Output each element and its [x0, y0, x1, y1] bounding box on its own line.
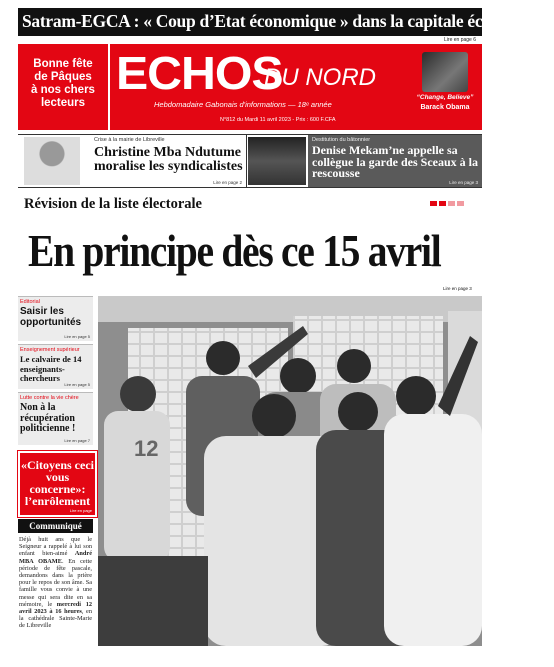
sidebar-title: Le calvaire de 14 enseignants-chercheurs	[20, 354, 82, 383]
obama-box	[414, 48, 476, 124]
sidebar-title: Saisir les opportunités	[20, 306, 82, 328]
headline-lire: Lire en page 3	[443, 286, 472, 291]
sidebar-lire: Lire en page 5	[64, 334, 90, 339]
main-photo	[98, 296, 482, 646]
sidebar-vie-chere[interactable]	[18, 392, 93, 445]
obama-quote: “Change, Believe”	[416, 94, 474, 101]
teaser-batonnier[interactable]	[248, 135, 482, 187]
sidebar-title: Non à la récupération politicienne !	[20, 402, 76, 434]
teaser-kicker: Destitution du bâtonnier	[312, 137, 371, 143]
logo-echos: ECHOS	[116, 47, 283, 99]
teaser-photo	[248, 137, 306, 185]
communique	[18, 519, 93, 647]
issue-info: N°812 du Mardi 11 avril 2023 - Prix : 600 F.CFA	[220, 117, 336, 123]
sidebar-kicker: Editorial	[20, 299, 40, 305]
teaser-mairie[interactable]	[18, 135, 247, 187]
easter-line: lecteurs	[40, 97, 86, 109]
sidebar-editorial[interactable]	[18, 296, 93, 341]
sidebar-lire: Lire en page 5	[64, 382, 90, 387]
main-headline[interactable]: En principe dès ce 15 avril	[28, 225, 441, 276]
decor-dots	[430, 193, 466, 211]
sidebar-enseignement[interactable]	[18, 344, 93, 389]
easter-line: de Pâques	[34, 71, 92, 83]
banner-headline: Satram-EGCA : « Coup d’Etat économique » dans la capitale économique	[22, 11, 554, 31]
communique-text: Déjà huit ans que le Seigneur a rappelé à lui son enfant bien-aimé André MBA OBAME. En cette période de fête pascale, demandons dans la prière pour le repos de son âme. Sa famille vous convie à une messe qui sera dite en sa mémoire, le mercredi 12 avril 2023 à 16 heures, en la cathédrale Sainte-Marie de Libreville	[19, 536, 93, 630]
teaser-lire: Lire en page 3	[449, 180, 478, 185]
teaser-photo	[24, 137, 80, 185]
callout-title: «Citoyens ceci vous concerne»: l’enrôlement	[21, 458, 94, 508]
teaser-kicker: Crise à la mairie de Libreville	[94, 137, 165, 143]
obama-photo	[422, 52, 468, 92]
callout-enrolement[interactable]	[18, 451, 97, 517]
teaser-title: Denise Mekam’ne appelle sa collègue la garde des Sceaux à la rescousse	[312, 143, 478, 180]
sidebar-kicker: Enseignement supérieur	[20, 347, 80, 353]
top-banner[interactable]	[18, 8, 554, 43]
banner-lire: Lire en page 6	[444, 37, 476, 43]
photo-illustration	[98, 296, 482, 646]
sidebar-lire: Lire en page 7	[64, 438, 90, 443]
easter-greeting	[18, 44, 110, 130]
logo-du-nord: DU NORD	[264, 64, 376, 91]
easter-line: Bonne fête	[33, 58, 93, 70]
shirt-number: 12	[134, 436, 159, 461]
easter-line: à nos chers	[31, 84, 95, 96]
sidebar-kicker: Lutte contre la vie chère	[20, 395, 79, 401]
callout-lire: Lire en page	[69, 508, 92, 513]
communique-heading: Communiqué	[18, 519, 93, 533]
teaser-lire: Lire en page 2	[213, 180, 242, 185]
obama-name: Barack Obama	[420, 104, 470, 111]
teaser-title: Christine Mba Ndutume moralise les syndicalistes	[94, 145, 243, 174]
logo-tagline: Hebdomadaire Gabonais d'informations — 18ᵉ année	[154, 100, 332, 109]
teaser-row	[18, 134, 482, 188]
rubric: Révision de la liste électorale	[24, 196, 202, 212]
